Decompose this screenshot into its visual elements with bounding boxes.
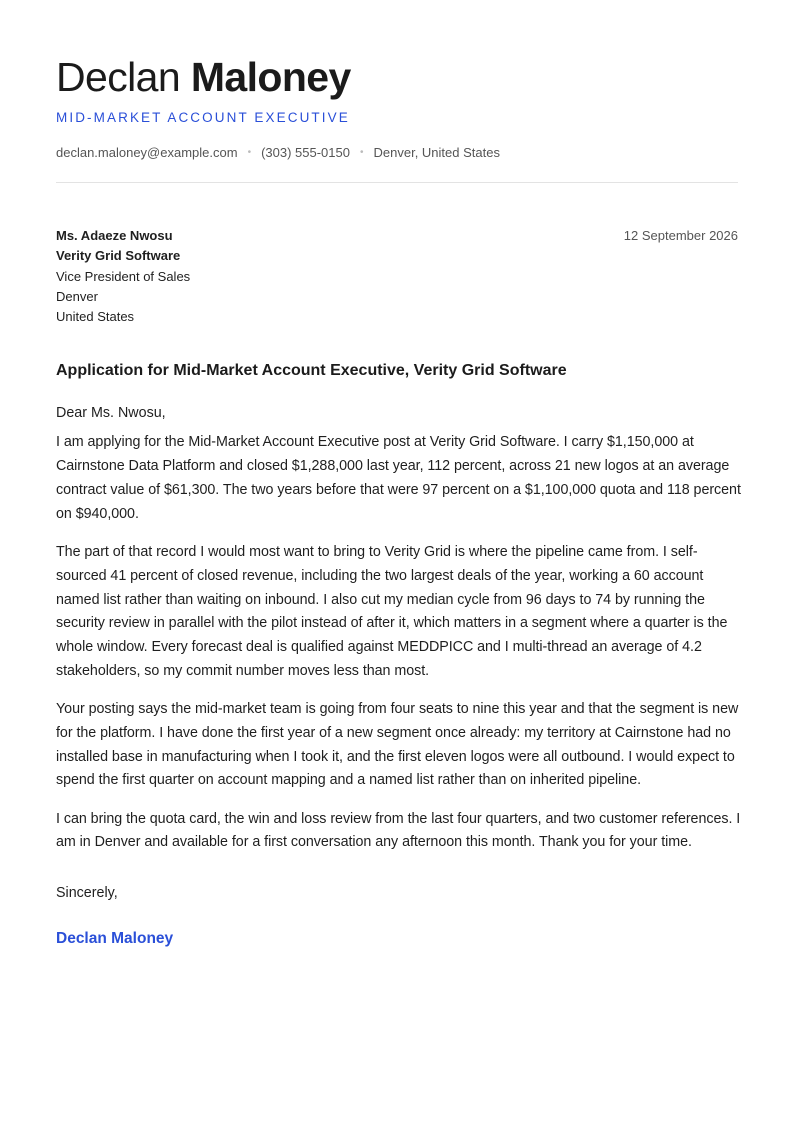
closing: Sincerely, xyxy=(56,885,118,902)
contact-separator: • xyxy=(247,147,252,158)
applicant-first-name: Declan xyxy=(56,54,181,100)
signature: Declan Maloney xyxy=(56,930,174,948)
body-paragraph: I can bring the quota card, the win and loss review from the last four quarters, and two customer references. I am in Denver and available for a first conversation any afternoon this month. Thank you for your time. xyxy=(56,810,741,851)
contact-separator: • xyxy=(359,147,364,158)
recipient-company: Verity Grid Software xyxy=(56,248,181,264)
letter-date: 12 September 2026 xyxy=(623,228,738,243)
body-paragraph: The part of that record I would most want to bring to Verity Grid is where the pipeline came from. I self-sourced 41 percent of closed revenue, including the two largest deals of the year, working a 60 account named list rather than waiting on inbound. I also cut my median cycle from 96 days to 74 by running the security review in parallel with the pilot instead of after it, which matters in a segment where a quarter is the whole window. Every forecast deal is qualified against MEDDPICC and I multi-thread an average of 4.2 stakeholders, so my commit number moves less than most. xyxy=(56,543,728,679)
contact-email: declan.maloney@example.com xyxy=(56,145,238,160)
letter-subject: Application for Mid-Market Account Executive, Verity Grid Software xyxy=(56,362,567,380)
recipient-address xyxy=(56,226,738,327)
header-divider xyxy=(56,182,738,183)
body-paragraph: I am applying for the Mid-Market Account Executive post at Verity Grid Software. I carry $1,150,000 at Cairnstone Data Platform and closed $1,288,000 last year, 112 percent, across 21 new logos at an average contract value of $61,300. The two years before that were 97 percent on a $1,100,000 quota and 118 percent on $940,000. xyxy=(56,434,741,522)
recipient-city: Denver xyxy=(56,288,98,304)
applicant-title: MID-MARKET ACCOUNT EXECUTIVE xyxy=(56,110,350,125)
recipient-name: Ms. Adaeze Nwosu xyxy=(56,228,173,243)
contact-row xyxy=(56,145,738,160)
contact-phone: (303) 555-0150 xyxy=(261,145,350,160)
recipient-country: United States xyxy=(56,309,135,325)
recipient-role: Vice President of Sales xyxy=(56,268,191,284)
body-paragraph: Your posting says the mid-market team is going from four seats to nine this year and that the segment is new for the platform. I have done the first year of a new segment once already: my territory at Cairnstone had no installed base in manufacturing when I took it, and the first eleven logos were all outbound. I would expect to spend the first quarter on account mapping and a named list rather than on inherited pipeline. xyxy=(56,701,739,789)
salutation: Dear Ms. Nwosu, xyxy=(56,405,166,422)
contact-location: Denver, United States xyxy=(373,145,500,160)
applicant-name xyxy=(56,52,738,102)
applicant-last-name: Maloney xyxy=(190,54,351,100)
